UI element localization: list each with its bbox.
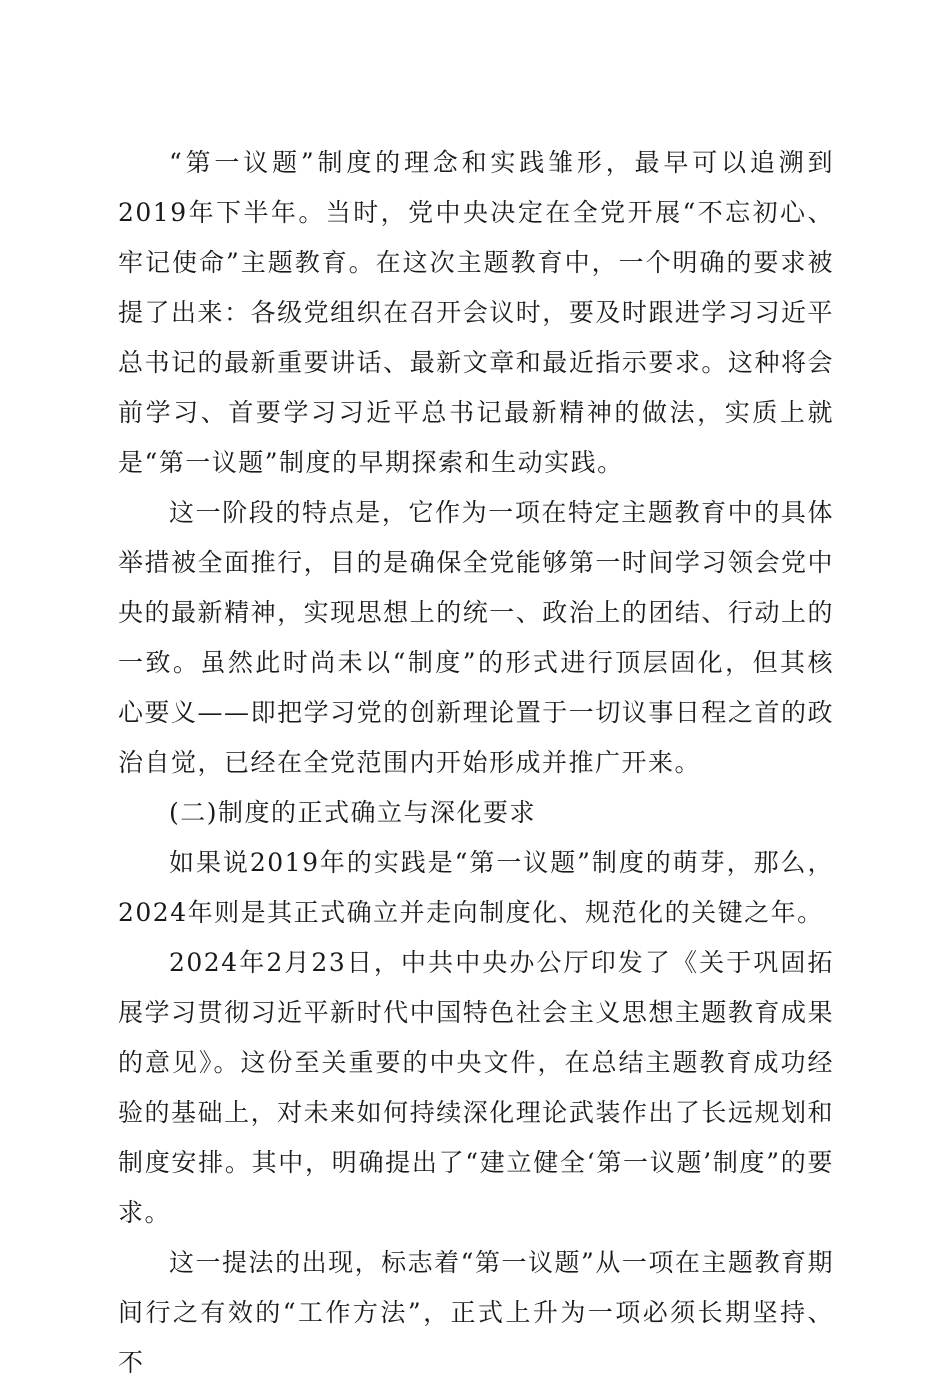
paragraph-2024-key-year: 如果说2019年的实践是“第一议题”制度的萌芽，那么，2024年则是其正式确立并走向制度化、规范化的关键之年。 xyxy=(118,848,834,927)
section-heading: (二)制度的正式确立与深化要求 xyxy=(169,798,537,827)
paragraph-central-document: 2024年2月23日，中共中央办公厅印发了《关于巩固拓展学习贯彻习近平新时代中国特色社会主义思想主题教育成果的意见》。这份至关重要的中央文件，在总结主题教育成功经验的基础上，对未来如何持续深化理论武装作出了长远规划和制度安排。其中，明确提出了“建立健全‘第一议题’制度”的要求。 xyxy=(118,948,834,1227)
paragraph-origin: “第一议题”制度的理念和实践雏形，最早可以追溯到2019年下半年。当时，党中央决定在全党开展“不忘初心、牢记使命”主题教育。在这次主题教育中，一个明确的要求被提了出来：各级党组织在召开会议时，要及时跟进学习习近平总书记的最新重要讲话、最新文章和最近指示要求。这种将会前学习、首要学习习近平总书记最新精神的做法，实质上就是“第一议题”制度的早期探索和生动实践。 xyxy=(118,148,834,477)
document-body xyxy=(118,138,834,1388)
paragraph-stage-features: 这一阶段的特点是，它作为一项在特定主题教育中的具体举措被全面推行，目的是确保全党能够第一时间学习领会党中央的最新精神，实现思想上的统一、政治上的团结、行动上的一致。虽然此时尚未以“制度”的形式进行顶层固化，但其核心要义——即把学习党的创新理论置于一切议事日程之首的政治自觉，已经在全党范围内开始形成并推广开来。 xyxy=(118,498,834,777)
paragraph-significance: 这一提法的出现，标志着“第一议题”从一项在主题教育期间行之有效的“工作方法”，正式上升为一项必须长期坚持、不 xyxy=(118,1248,834,1377)
